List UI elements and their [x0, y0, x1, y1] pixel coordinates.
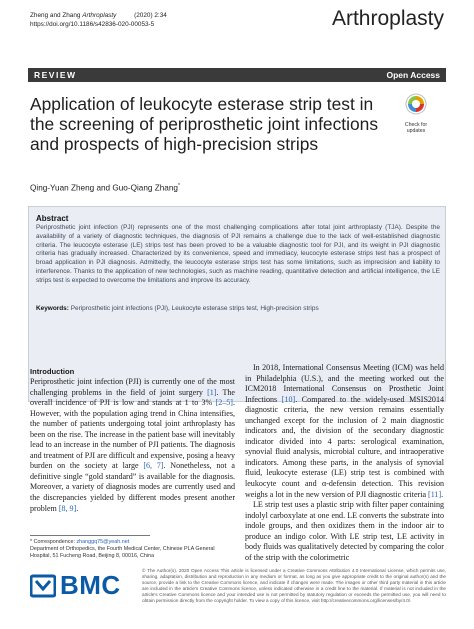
intro-paragraph-1 — [30, 377, 235, 514]
open-access-label: Open Access — [386, 70, 440, 80]
text-run: Periprosthetic joint infection (PJI) is currently one of the most challenging problems in the field of joint surgery — [30, 377, 235, 397]
text-run: . — [441, 489, 444, 499]
journal-meta — [30, 11, 167, 29]
citation-link[interactable]: [10] — [281, 394, 296, 404]
abstract-text: Periprosthetic joint infection (PJI) represents one of the most challenging complications after total joint arthroplasty (TJA). Despite the availability of a variety of diagnostic techniques, the diagnosis of PJI remains a challenge due to the lack of well-established diagnostic criteria. The leucocyte esterase (LE) strips test has been proved to be a valuable diagnostic tool for PJI, and its weight in PJI diagnostic criteria has gradually increased. Characterized by its convenience, speed and immediacy, leucocyte esterase strips test has a prospect of broad application in PJI diagnosis. Admittedly, the leucocyte esterase strips test has some limitations, such as imprecision and liability to interference. Thanks to the application of new technologies, such as machine reading, quantitative detection and artificial intelligence, the LE strips test is expected to overcome the limitations and improve its accuracy. — [36, 224, 440, 284]
text-run: . However, with the population aging trend in China intensifies, the number of patients undergoing total joint arthroplasty has been on the rise. The increase in the patient base will inevitably lead to an increase in the number of PJI patients. The diagnosis and treatment of PJI are difficult and expensive, posing a heavy burden on the society at large — [30, 398, 235, 471]
header-journal: Arthroplasty — [82, 12, 117, 19]
header-authors: Zheng and Zhang — [30, 12, 81, 19]
text-run: . — [76, 503, 79, 513]
text-run: In 2018, International Consensus Meeting (ICM) was held in Philadelphia (U.S.), and the meeting worked out the ICM2018 International Consensus on Prosthetic Joint Infections — [245, 363, 444, 404]
citation-link[interactable]: [1] — [207, 387, 217, 397]
footnote-divider — [30, 535, 150, 536]
journal-name: Arthroplasty — [331, 7, 444, 30]
keywords-label: Keywords: — [36, 305, 69, 312]
bmc-mark-icon — [30, 573, 56, 599]
license-text: © The Author(s). 2020 Open Access This article is licensed under a Creative Commons Attribution 4.0 International License, which permits use, sharing, adaptation, distribution and reproduction in any medium or format, as long as you give appropriate credit to the original author(s) and the source, provide a link to the Creative Commons licence, and indicate if changes were made. The images or other third party material in this article are included in the article's Creative Commons licence, unless indicated otherwise in a credit line to the material. If material is not included in the article's Creative Commons licence and your intended use is not permitted by statutory regulation or exceeds the permitted use, you will need to obtain permission directly from the copyright holder. To view a copy of this licence, visit http://creativecommons.org/licenses/by/4.0/. — [142, 568, 446, 604]
check-for-updates-badge[interactable] — [392, 93, 440, 133]
correspondence-label: * Correspondence: — [30, 539, 75, 545]
bmc-logo-text: BMC — [60, 570, 121, 600]
author-names: Qing-Yuan Zheng and Guo-Qiang Zhang — [30, 183, 178, 193]
text-run: . Compared to the widely-used MSIS2014 diagnostic criteria, the new version remains essentially unchanged except for the inclusion of 2 main diagnostic indicators and, the division of the secondary diagnostic indicator divided into 4 parts: serological examination, synovial fluid analysis, microbial culture, and intraoperative indicators. Among these parts, in the analysis of synovial fluid, leukocyte esterase (LE) strip test is combined with leukocyte count and α-defensin detection. This revision weighs a lot in the new version of PJI diagnostic criteria — [245, 394, 445, 499]
email-link[interactable]: zhanggq75@yeah.net — [76, 539, 130, 545]
header-year-volume: (2020) 2:34 — [134, 12, 167, 19]
keywords-list: Periprosthetic joint infections (PJI), Leukocyte esterase strips test, High-precision strips — [70, 305, 319, 312]
abstract-heading: Abstract — [36, 214, 69, 223]
corresponding-mark: * — [177, 183, 180, 189]
review-banner — [28, 68, 446, 82]
keywords — [36, 305, 440, 314]
intro-right-column — [245, 363, 444, 563]
section-heading-introduction: Introduction — [30, 367, 75, 376]
badge-line1: Check for — [404, 122, 428, 128]
text-run: . The overall incidence of PJI is low and stands at 1 to 3% — [30, 387, 235, 408]
text-run: . Nonetheless, not a definitive single “gold standard” is available for the diagnosis. Moreover, a variety of diagnosis modes are currently used and the discrepancies yielded by different modes present another problem — [30, 461, 235, 513]
author-list — [30, 183, 180, 193]
affiliation-address: Department of Orthopedics, the Fourth Medical Center, Chinese PLA General Hospital, 51 Fucheng Road, Beijing 8, 00016, China — [30, 546, 215, 560]
citation-link[interactable]: [11] — [428, 489, 442, 499]
section-label: REVIEW — [34, 70, 77, 80]
doi-link[interactable]: https://doi.org/10.1186/s42836-020-00053-5 — [30, 21, 155, 28]
citation-link[interactable]: [2–5] — [215, 398, 233, 408]
badge-line2: updates — [406, 128, 426, 134]
correspondence-note — [30, 539, 235, 561]
check-updates-icon — [405, 93, 427, 115]
citation-link[interactable]: [6, 7] — [143, 461, 164, 471]
citation-link[interactable]: [8, 9] — [58, 503, 77, 513]
bmc-logo — [30, 570, 121, 601]
intro-paragraph-2 — [245, 363, 444, 500]
intro-paragraph-3: LE strip test uses a plastic strip with filter paper containing indolyl carboxylate at one end. LE converts the substrate into indole groups, and then oxidizes them in the indoor air to produce an indigo color. With LE strip test, LE activity in body fluids was qualitatively detected by comparing the color of the strip with the colorimetric — [245, 500, 444, 562]
article-title: Application of leukocyte esterase strip test in the screening of periprosthetic joint infections and prospects of high-precision strips — [30, 94, 379, 154]
